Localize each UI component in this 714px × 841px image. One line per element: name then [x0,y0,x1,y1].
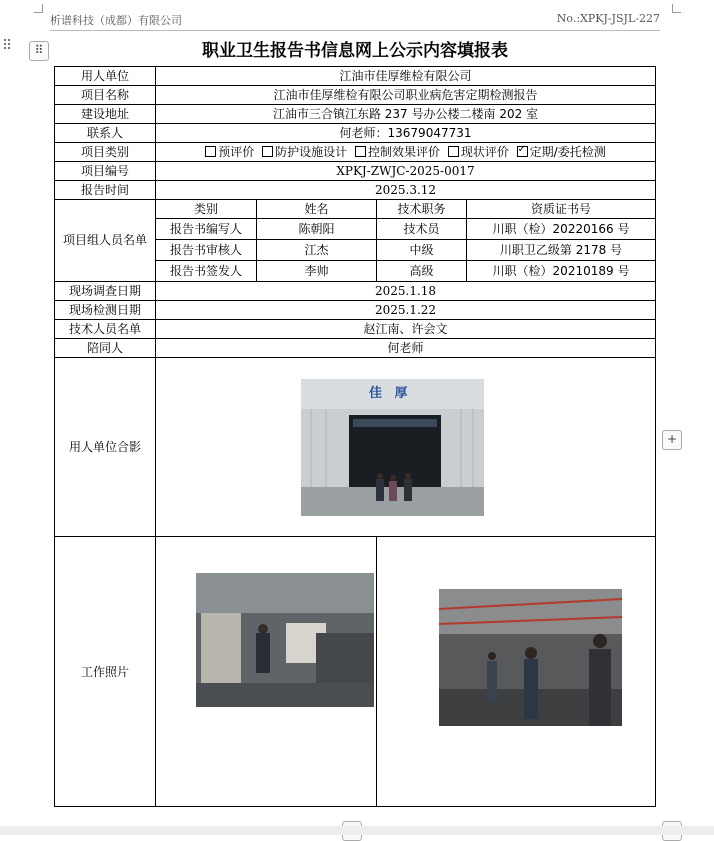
team-cell-cert[interactable]: 川职（检）20220166 号 [467,219,656,240]
label-test-date: 现场检测日期 [55,301,156,320]
value-contact[interactable]: 何老师：13679047731 [156,124,656,143]
corner-mark-top-right [672,4,681,13]
row-address [55,105,656,124]
team-cell-title[interactable]: 技术员 [377,219,467,240]
row-category [55,143,656,162]
row-project-name [55,86,656,105]
value-tech-staff[interactable]: 赵江南、许会文 [156,320,656,339]
row-companion [55,339,656,358]
category-options [156,143,656,162]
team-cell-category: 报告书签发人 [156,261,257,282]
team-cell-title[interactable]: 中级 [377,240,467,261]
team-cell-title[interactable]: 高级 [377,261,467,282]
page-title: 职业卫生报告书信息网上公示内容填报表 [202,41,508,61]
row-tech-staff [55,320,656,339]
label-address: 建设地址 [55,105,156,124]
category-option-pre-eval[interactable] [205,145,254,159]
label-tech-staff: 技术人员名单 [55,320,156,339]
checkbox-control-eval[interactable] [355,146,366,157]
label-survey-date: 现场调查日期 [55,282,156,301]
row-employer [55,67,656,86]
work-photo-2-image [439,589,622,726]
group-photo-sign-text: 佳 厚 [369,386,412,401]
category-option-periodic-test[interactable] [517,145,606,159]
category-option-label: 定期/委托检测 [529,145,606,159]
team-col-category: 类别 [156,200,257,219]
header-doc-number: No.:XPKJ-JSJL-227 [556,12,660,25]
work-photo-1-image [196,573,374,707]
bottom-bar [0,826,714,835]
label-contact: 联系人 [55,124,156,143]
checkbox-pre-eval[interactable] [205,146,216,157]
label-project-name: 项目名称 [55,86,156,105]
team-cell-name[interactable]: 江杰 [257,240,377,261]
work-photo-1[interactable] [196,573,374,707]
value-address[interactable]: 江油市三合镇江东路 237 号办公楼二楼南 202 室 [156,105,656,124]
checkbox-protection-design[interactable] [262,146,273,157]
row-survey-date [55,282,656,301]
table-menu-button[interactable]: ⠿ [29,41,49,61]
page-header [50,10,660,31]
label-employer: 用人单位 [55,67,156,86]
category-option-status-eval[interactable] [448,145,509,159]
checkbox-periodic-test[interactable] [517,146,528,157]
category-option-label: 防护设施设计 [275,145,348,159]
row-team-header [55,200,656,219]
value-project-name[interactable]: 江油市佳厚维检有限公司职业病危害定期检测报告 [156,86,656,105]
value-test-date[interactable]: 2025.1.22 [156,301,656,320]
label-companion: 陪同人 [55,339,156,358]
label-team: 项目组人员名单 [55,200,156,282]
header-company: 析谱科技（成都）有限公司 [50,14,182,27]
team-cell-name[interactable]: 李帅 [257,261,377,282]
value-survey-date[interactable]: 2025.1.18 [156,282,656,301]
row-project-no [55,162,656,181]
corner-mark-top-left [34,4,43,13]
team-cell-cert[interactable]: 川职卫乙级第 2178 号 [467,240,656,261]
team-cell-category: 报告书审核人 [156,240,257,261]
add-column-button[interactable]: + [662,430,682,450]
checkbox-status-eval[interactable] [448,146,459,157]
drag-handle-icon[interactable]: ⠿ [2,38,11,54]
team-col-name: 姓名 [257,200,377,219]
label-report-time: 报告时间 [55,181,156,200]
row-contact [55,124,656,143]
label-category: 项目类别 [55,143,156,162]
group-photo[interactable] [301,379,484,516]
team-cell-category: 报告书编写人 [156,219,257,240]
label-project-no: 项目编号 [55,162,156,181]
value-companion[interactable]: 何老师 [156,339,656,358]
team-col-cert: 资质证书号 [467,200,656,219]
value-project-no[interactable]: XPKJ-ZWJC-2025-0017 [156,162,656,181]
value-report-time[interactable]: 2025.3.12 [156,181,656,200]
work-photo-2[interactable] [439,589,622,726]
label-work-photos: 工作照片 [55,537,156,807]
team-cell-cert[interactable]: 川职（检）20210189 号 [467,261,656,282]
team-cell-name[interactable]: 陈朝阳 [257,219,377,240]
category-option-protection-design[interactable] [262,145,347,159]
category-option-control-eval[interactable] [355,145,440,159]
row-test-date [55,301,656,320]
category-option-label: 控制效果评价 [367,145,440,159]
team-col-title: 技术职务 [377,200,467,219]
row-report-time [55,181,656,200]
value-employer[interactable]: 江油市佳厚维检有限公司 [156,67,656,86]
category-option-label: 预评价 [218,145,255,159]
label-group-photo: 用人单位合影 [55,358,156,537]
category-option-label: 现状评价 [460,145,509,159]
